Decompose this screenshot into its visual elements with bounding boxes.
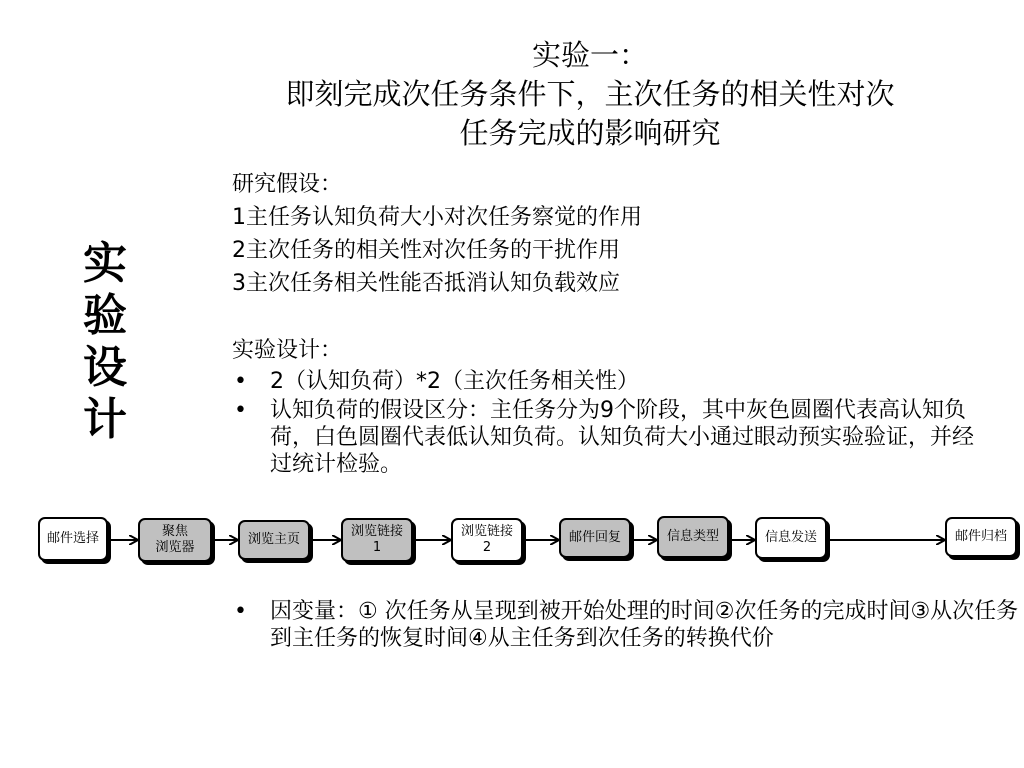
flow-node-label: 聚焦 (161, 524, 188, 539)
experiment-design (232, 336, 992, 480)
flow-node-label: 2 (482, 540, 492, 555)
title-line: 任务完成的影响研究 (459, 116, 721, 150)
flow-node (341, 518, 413, 562)
dependent-variables (232, 598, 1024, 652)
flow-node-label: 信息发送 (764, 530, 817, 545)
section-title-char: 设 (83, 342, 127, 393)
bullet-dot: • (234, 398, 247, 423)
title-line: 即刻完成次任务条件下，主次任务的相关性对次 (285, 77, 895, 111)
hypothesis-item: 2主次任务的相关性对次任务的干扰作用 (232, 238, 620, 263)
hypothesis-item: 3主次任务相关性能否抵消认知负载效应 (232, 271, 620, 296)
hypotheses-heading: 研究假设： (232, 172, 343, 197)
flow-node (238, 520, 310, 560)
section-vertical-title (74, 238, 136, 446)
flow-node-label: 邮件回复 (568, 530, 621, 545)
bullet-dot: • (234, 599, 247, 624)
section-title-char: 验 (83, 290, 127, 341)
flow-node (657, 516, 729, 558)
design-heading: 实验设计： (232, 338, 343, 363)
design-bullet-text: 2（认知负荷）*2（主次任务相关性） (270, 369, 639, 394)
section-title-char: 实 (83, 238, 127, 289)
flow-node-label: 邮件归档 (954, 529, 1007, 544)
flow-node (38, 517, 108, 561)
flow-node-label: 信息类型 (666, 529, 719, 544)
flow-node (138, 518, 212, 562)
flow-node-label: 浏览器 (155, 540, 195, 555)
design-bullet (232, 397, 992, 478)
dependent-variables-text: 因变量：① 次任务从呈现到被开始处理的时间②次任务的完成时间③从次任务到主任务的恢复时间④从主任务到次任务的转换代价 (270, 599, 1019, 651)
flow-node-label: 浏览链接 (350, 524, 403, 539)
flow-node-label: 邮件选择 (46, 531, 99, 546)
slide-title (220, 36, 960, 153)
design-bullet-text: 认知负荷的假设区分：主任务分为9个阶段，其中灰色圆圈代表高认知负荷，白色圆圈代表低认知负荷。认知负荷大小通过眼动预实验验证，并经过统计检验。 (270, 398, 975, 477)
flow-node (451, 518, 523, 562)
design-bullet (232, 368, 992, 395)
flow-node-label: 1 (372, 540, 382, 555)
bullet-dot: • (234, 369, 247, 394)
hypothesis-item: 1主任务认知负荷大小对次任务察觉的作用 (232, 205, 642, 230)
section-title-char: 计 (83, 394, 127, 445)
flow-node (755, 517, 827, 559)
flow-node-label: 浏览主页 (247, 532, 300, 547)
flow-node (945, 517, 1017, 557)
research-hypotheses (232, 168, 972, 300)
title-line: 实验一： (531, 38, 648, 72)
flow-node (559, 518, 631, 558)
flow-node-label: 浏览链接 (460, 524, 513, 539)
